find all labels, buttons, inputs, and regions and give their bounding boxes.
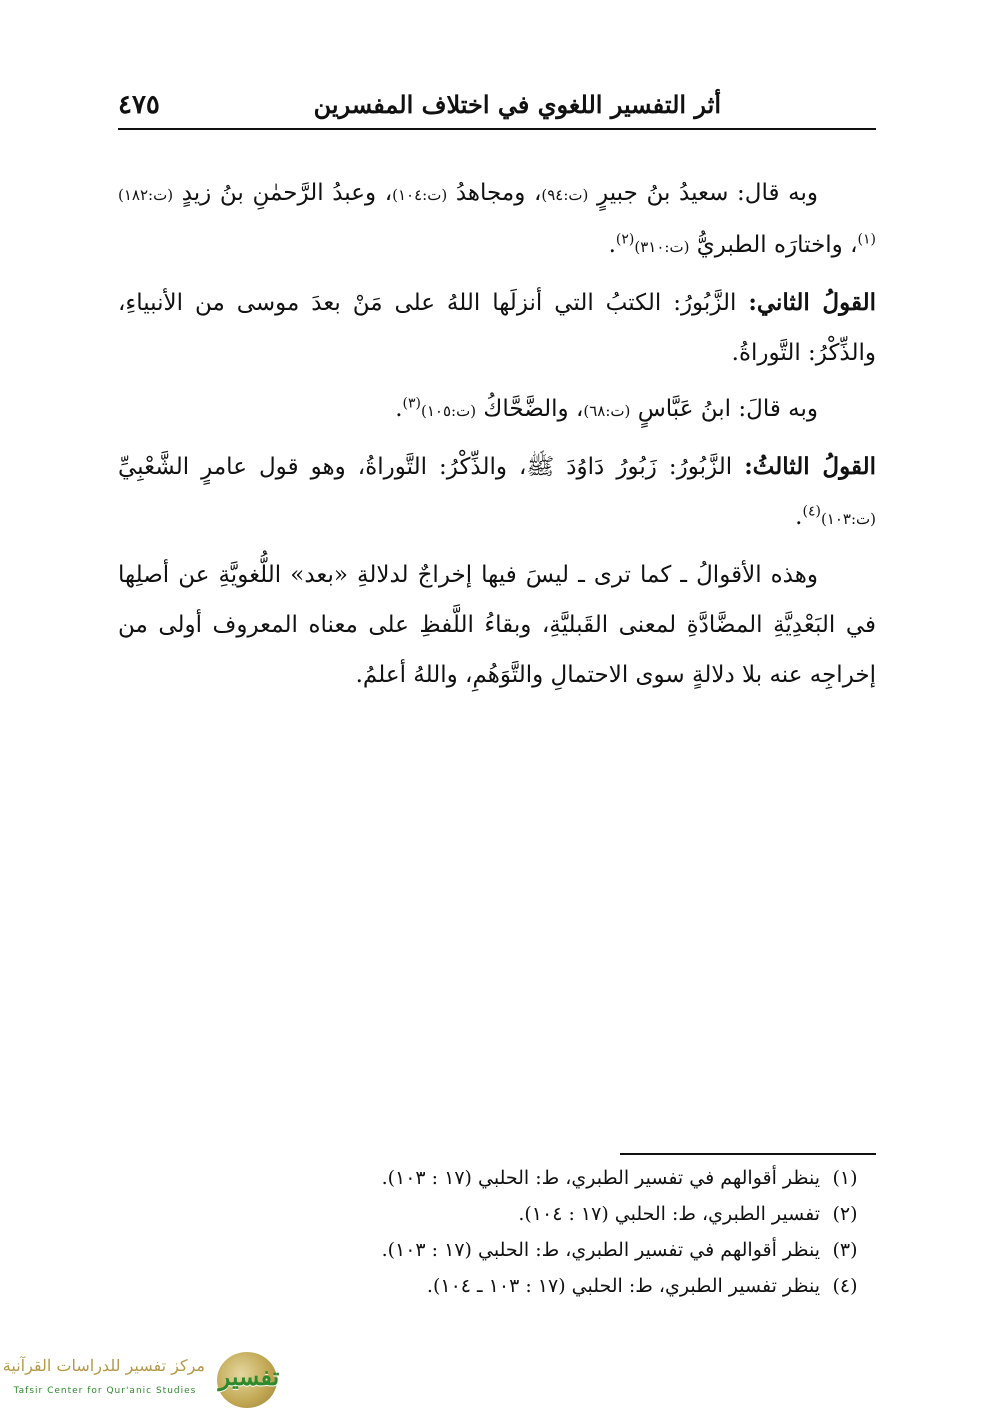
footnote-number: (٣) xyxy=(832,1239,858,1261)
text-run: ، والضَّحَّاكُ xyxy=(476,396,584,422)
footnote-text: ينظر تفسير الطبري، ط: الحلبي (١٧ : ١٠٣ ـ ١٠٤). xyxy=(426,1275,820,1297)
paragraph-3 xyxy=(118,384,876,436)
death-date: (ت:١٠٤) xyxy=(392,186,448,204)
footnote-ref-1[interactable]: (١) xyxy=(857,231,876,248)
text-run: . xyxy=(395,396,403,422)
second-opinion-heading: القولُ الثاني: xyxy=(748,289,876,316)
death-date: (ت:٦٨) xyxy=(583,402,631,420)
footnote-2 xyxy=(118,1196,870,1232)
footnote-ref-4[interactable]: (٤) xyxy=(802,503,821,520)
logo-arabic-name: مركز تفسير للدراسات القرآنية xyxy=(2,1356,205,1375)
footnote-ref-3[interactable]: (٣) xyxy=(402,395,422,412)
logo-english-name: Tafsir Center for Qur'anic Studies xyxy=(13,1386,197,1396)
footnote-1 xyxy=(118,1160,870,1196)
text-run: الزَّبُورُ: الكتبُ التي أنزلَها اللهُ على مَنْ بعدَ موسى من الأنبياءِ، والذِّكْرُ: التَّوراةُ. xyxy=(118,290,876,366)
text-run: وبه قالَ: ابنُ عَبَّاسٍ xyxy=(630,396,818,422)
footnote-number: (١) xyxy=(832,1167,858,1189)
text-run: وبه قال: سعيدُ بنُ جبيرٍ xyxy=(588,180,818,206)
text-run: ، ومجاهدُ xyxy=(447,180,542,206)
death-date: (ت:١٨٢) xyxy=(118,186,174,204)
footnote-4 xyxy=(118,1268,870,1304)
paragraph-1 xyxy=(118,168,876,272)
text-run: . xyxy=(795,504,803,530)
death-date: (ت:١٠٣) xyxy=(820,510,876,528)
death-date: (ت:٣١٠) xyxy=(634,238,690,256)
death-date: (ت:١٠٥) xyxy=(421,402,477,420)
text-run: . xyxy=(608,232,616,258)
death-date: (ت:٩٤) xyxy=(541,186,589,204)
tafsir-center-logo xyxy=(2,1352,295,1410)
footnote-divider xyxy=(620,1153,876,1155)
text-run: ، وعبدُ الرَّحمٰنِ بنُ زيدٍ xyxy=(173,180,393,206)
text-run: الزَّبُورُ: زَبُورُ دَاوُدَ ﷺ، والذِّكْرُ: التَّوراةُ، وهو قول عامرٍ الشَّعْبِيِّ xyxy=(118,454,745,480)
footnote-number: (٤) xyxy=(832,1275,858,1297)
paragraph-5 xyxy=(118,550,876,700)
text-run: وهذه الأقوالُ ـ كما ترى ـ ليسَ فيها إخراجٌ لدلالةِ «بعد» اللُّغويَّةِ عن أصلِها في البَعْدِيَّةِ المضَّادَّةِ لمعنى القَبليَّةِ، وبقاءُ اللَّفظِ على معناه المعروف أولى من إخراجِه عنه بلا دلالةٍ سوى الاحتمالِ والتَّوَهُمِ، واللهُ أعلمُ. xyxy=(118,562,876,688)
paragraph-4 xyxy=(118,442,876,544)
footnotes xyxy=(118,1160,870,1304)
running-title: أثر التفسير اللغوي في اختلاف المفسرين xyxy=(313,90,721,119)
footnote-text: ينظر أقوالهم في تفسير الطبري، ط: الحلبي (١٧ : ١٠٣). xyxy=(381,1239,820,1261)
footnote-3 xyxy=(118,1232,870,1268)
logo-word: تفسير xyxy=(218,1362,280,1391)
third-opinion-heading: القولُ الثالثُ: xyxy=(744,453,876,480)
page-number: ٤٧٥ xyxy=(118,90,160,120)
paragraph-2 xyxy=(118,278,876,378)
main-text xyxy=(118,168,876,706)
footnote-text: ينظر أقوالهم في تفسير الطبري، ط: الحلبي (١٧ : ١٠٣). xyxy=(381,1167,820,1189)
page-header xyxy=(118,88,876,130)
footnote-number: (٢) xyxy=(832,1203,858,1225)
footnote-ref-2[interactable]: (٢) xyxy=(615,231,635,248)
footnote-text: تفسير الطبري، ط: الحلبي (١٧ : ١٠٤). xyxy=(518,1203,820,1225)
text-run: ، واختارَه الطبريُّ xyxy=(689,232,858,258)
